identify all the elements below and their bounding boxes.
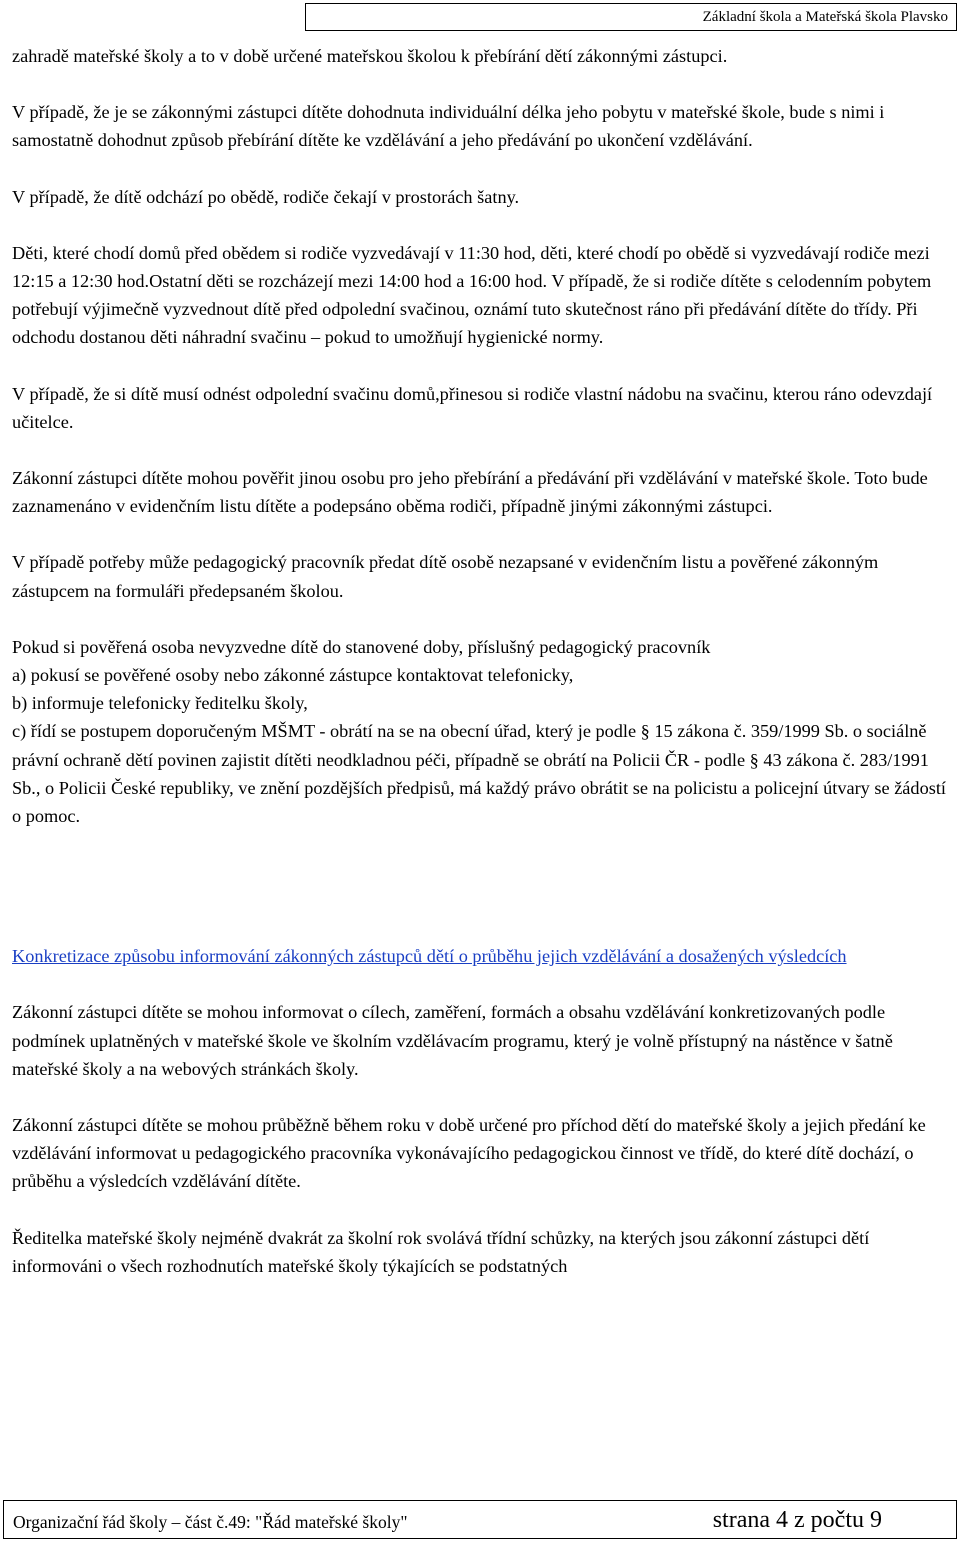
paragraph-4: Děti, které chodí domů před obědem si rodiče vyzvedávají v 11:30 hod, děti, které chodí po obědě si vyzvedávají rodiče mezi 12:15 a 12:30 hod.Ostatní děti se rozcházejí mezi 14:00 hod a 16:00 hod. V případě, že si rodiče dítěte s celodenním pobytem potřebují výjimečně vyzvednout dítě před odpolední svačinou, oznámí tuto skutečnost ráno při předávání dítěte do třídy. Při odchodu dostanou děti náhradní svačinu – pokud to umožňují hygienické normy. bbox=[12, 242, 932, 348]
paragraph-2: V případě, že je se zákonnými zástupci dítěte dohodnuta individuální délka jeho pobytu v mateřské škole, bude s nimi i samostatně dohodnut způsob přebírání dítěte ke vzdělávání a jeho předávání po ukončení vzdělávání. bbox=[12, 102, 885, 151]
procedure-step-a: a) pokusí se pověřené osoby nebo zákonné zástupce kontaktovat telefonicky, bbox=[12, 665, 574, 686]
paragraph-1: zahradě mateřské školy a to v době určené mateřskou školou k přebírání dětí zákonnými zástupci. bbox=[12, 46, 728, 66]
document-body bbox=[12, 42, 952, 1280]
paragraph-9: Zákonní zástupci dítěte se mohou informovat o cílech, zaměření, formách a obsahu vzdělávání konkretizovaných podle podmínek uplatněných v mateřské škole ve školním vzdělávacím programu, který je volně přístupný na nástěnce v šatně mateřské školy a na webových stránkách školy. bbox=[12, 1002, 893, 1079]
paragraph-5: V případě, že si dítě musí odnést odpolední svačinu domů,přinesou si rodiče vlastní nádobu na svačinu, kterou ráno odevzdají učitelce. bbox=[12, 383, 933, 432]
procedure-step-c: c) řídí se postupem doporučeným MŠMT - obrátí na se na obecní úřad, který je podle § 15 zákona č. 359/1999 Sb. o sociálně právní ochraně dětí povinen zajistit dítěti neodkladnou péči, případně se obrátí na Policii ČR - podle § 43 zákona č. 283/1991 Sb., o Policii České republiky, ve znění pozdějších předpisů, má každý právo obrátit se na policistu a policejní útvary se žádostí o pomoc. bbox=[12, 721, 946, 827]
footer-document-name: Organizační řád školy – část č.49: "Řád mateřské školy" bbox=[13, 1512, 408, 1532]
paragraph-11: Ředitelka mateřské školy nejméně dvakrát za školní rok svolává třídní schůzky, na kterých jsou zákonní zástupci dětí informováni o všech rozhodnutích mateřské školy týkajících se podstatných bbox=[12, 1227, 870, 1276]
header-title: Základní škola a Mateřská škola Plavsko bbox=[702, 9, 948, 25]
procedure-step-b: b) informuje telefonicky ředitelku školy, bbox=[12, 693, 308, 714]
paragraph-6: Zákonní zástupci dítěte mohou pověřit jinou osobu pro jeho přebírání a předávání při vzdělávání v mateřské škole. Toto bude zaznamenáno v evidenčním listu dítěte a podepsáno oběma rodiči, případně jinými zákonnými zástupci. bbox=[12, 468, 928, 517]
paragraph-10: Zákonní zástupci dítěte se mohou průběžně během roku v době určené pro příchod dětí do mateřské školy a jejich předání ke vzdělávání informovat u pedagogického pracovníka vykonávajícího pedagogickou činnost ve třídě, do které dítě dochází, o průběhu a výsledcích vzdělávání dítěte. bbox=[12, 1115, 926, 1192]
paragraph-3: V případě, že dítě odchází po obědě, rodiče čekají v prostorách šatny. bbox=[12, 186, 520, 207]
pickup-procedure bbox=[12, 633, 952, 830]
paragraph-7: V případě potřeby může pedagogický pracovník předat dítě osobě nezapsané v evidenčním listu a pověřené zákonným zástupcem na formuláři předepsaném školou. bbox=[12, 552, 879, 601]
footer-page-number: strana 4 z počtu 9 bbox=[712, 1507, 882, 1533]
section-heading-link[interactable]: Konkretizace způsobu informování zákonných zástupců dětí o průběhu jejich vzdělávání a dosažených výsledcích bbox=[12, 946, 847, 967]
procedure-intro: Pokud si pověřená osoba nevyzvedne dítě do stanovené doby, příslušný pedagogický pracovník bbox=[12, 636, 711, 657]
section-spacer bbox=[12, 858, 952, 942]
page-header bbox=[305, 3, 957, 31]
page-footer bbox=[3, 1500, 957, 1539]
